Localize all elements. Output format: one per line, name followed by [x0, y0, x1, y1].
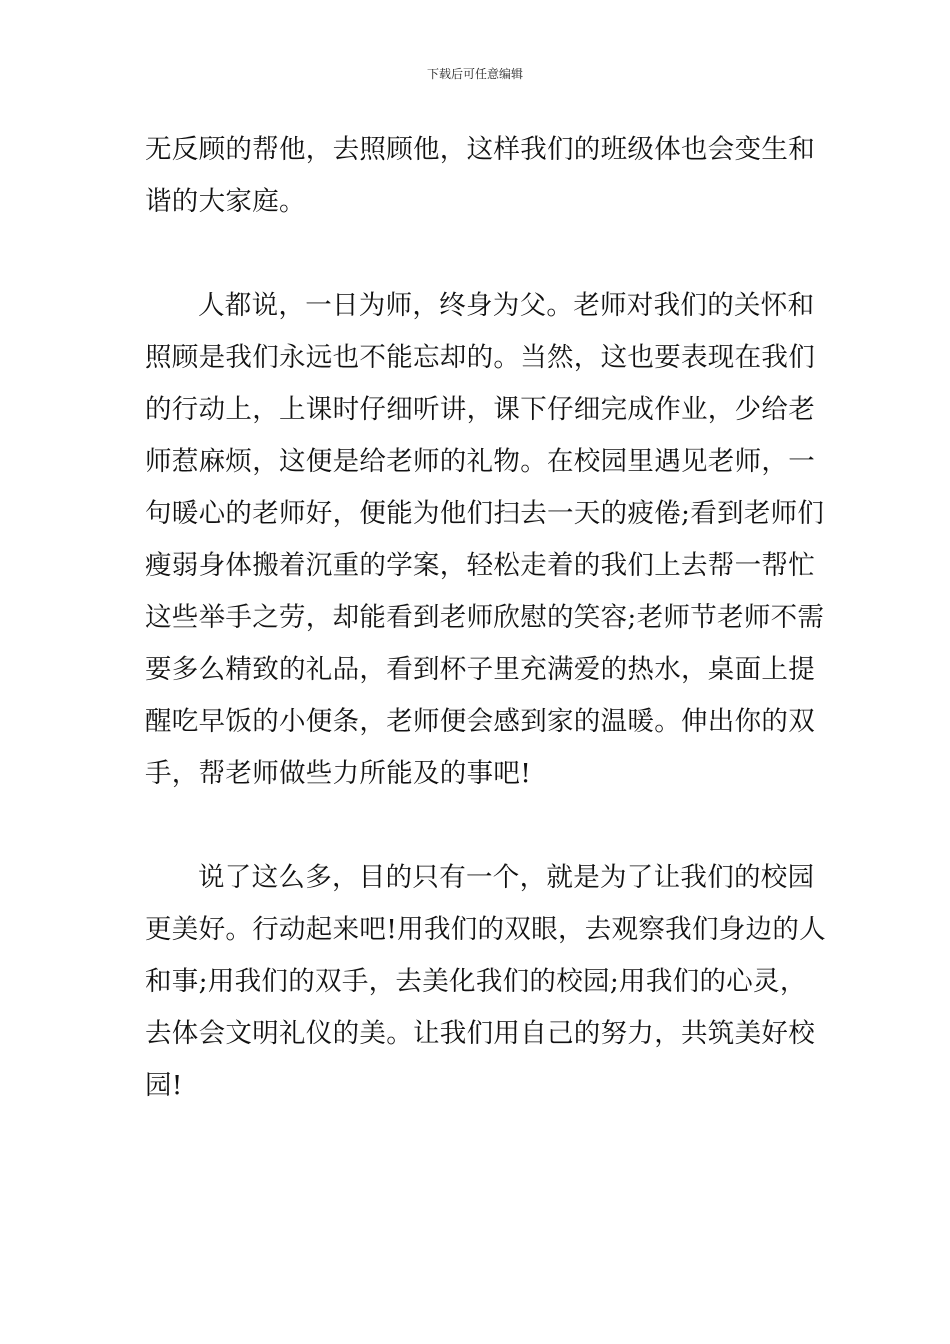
paragraph-3 — [145, 852, 826, 1112]
page-header: 下载后可任意编辑 — [426, 67, 523, 81]
paragraph-line: 照顾是我们永远也不能忘却的。当然，这也要表现在我们 — [145, 342, 815, 373]
paragraph-line: 师惹麻烦，这便是给老师的礼物。在校园里遇见老师，一 — [145, 446, 815, 477]
paragraph-line: 句暖心的老师好，便能为他们扫去一天的疲倦;看到老师们 — [145, 498, 825, 529]
paragraph-line: 要多么精致的礼品，看到杯子里充满爱的热水，桌面上提 — [145, 654, 815, 685]
paragraph-line: 无反顾的帮他，去照顾他，这样我们的班级体也会变生和 — [145, 134, 815, 165]
paragraph-2 — [145, 280, 825, 800]
paragraph-line: 和事;用我们的双手，去美化我们的校园;用我们的心灵， — [145, 966, 807, 997]
document-body — [145, 124, 826, 1112]
paragraph-line: 说了这么多，目的只有一个，就是为了让我们的校园 — [198, 862, 815, 893]
paragraph-line: 的行动上，上课时仔细听讲，课下仔细完成作业，少给老 — [145, 394, 815, 425]
paragraph-spacer — [145, 228, 807, 280]
paragraph-line: 醒吃早饭的小便条，老师便会感到家的温暖。伸出你的双 — [145, 706, 815, 737]
paragraph-line: 人都说，一日为师，终身为父。老师对我们的关怀和 — [198, 290, 815, 321]
paragraph-line: 去体会文明礼仪的美。让我们用自己的努力，共筑美好校 — [145, 1018, 815, 1049]
paragraph-spacer — [145, 800, 807, 852]
paragraph-line: 园! — [145, 1070, 183, 1101]
paragraph-line: 谐的大家庭。 — [145, 186, 306, 217]
paragraph-line: 更美好。行动起来吧!用我们的双眼，去观察我们身边的人 — [145, 914, 826, 945]
paragraph-line: 瘦弱身体搬着沉重的学案，轻松走着的我们上去帮一帮忙 — [145, 550, 815, 581]
paragraph-line: 这些举手之劳，却能看到老师欣慰的笑容;老师节老师不需 — [145, 602, 825, 633]
paragraph-1 — [145, 124, 815, 228]
paragraph-line: 手，帮老师做些力所能及的事吧! — [145, 758, 532, 789]
